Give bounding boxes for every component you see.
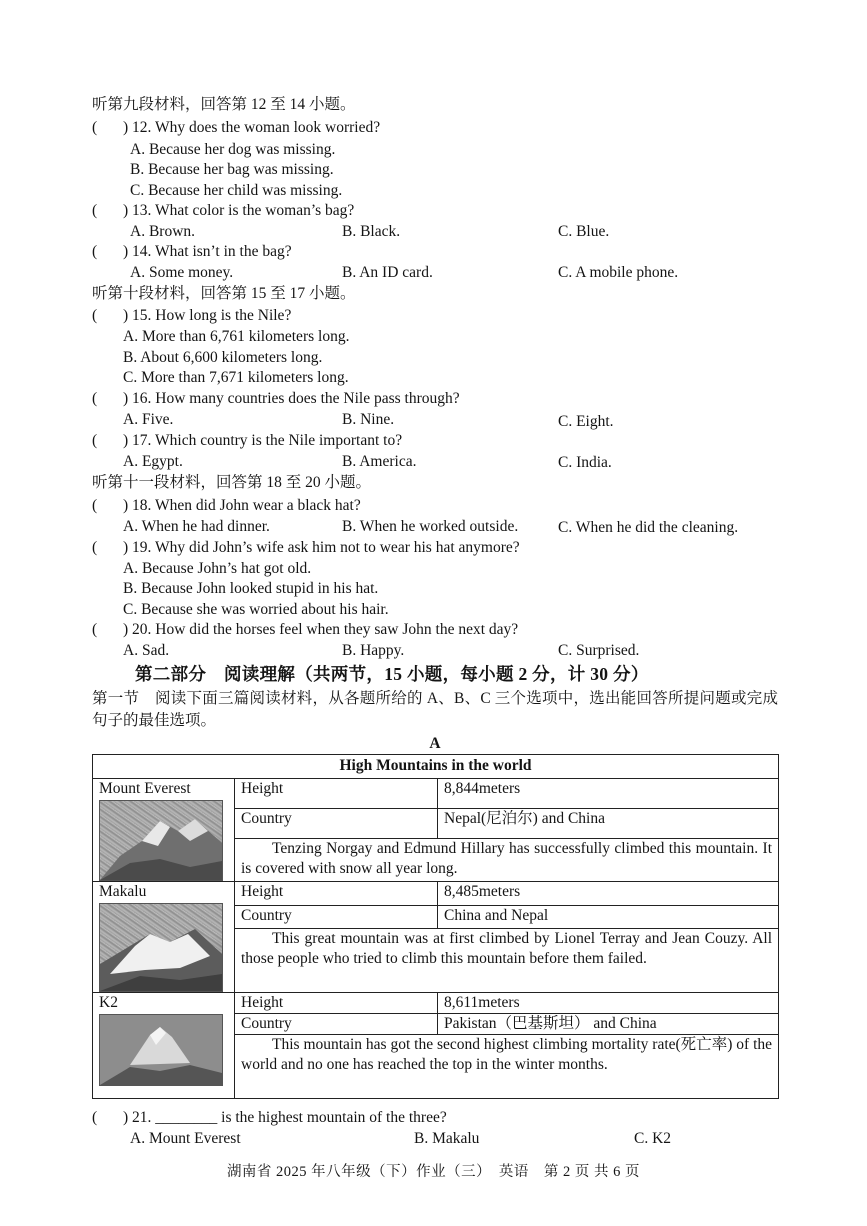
option-20-a: A. Sad.	[123, 642, 170, 659]
answer-paren[interactable]: (	[92, 119, 98, 136]
answer-paren[interactable]: (	[92, 202, 98, 219]
question-stem-15: ) 15. How long is the Nile?	[123, 307, 292, 324]
mountain-description: This mountain has got the second highest climbing mortality rate(死亡率) of the world and no one has reached the top in the winter months.	[235, 1035, 779, 1099]
option-12-b: B. Because her bag was missing.	[130, 161, 334, 178]
country-label: Country	[235, 809, 438, 839]
answer-paren[interactable]: (	[92, 243, 98, 260]
option-18-b: B. When he worked outside.	[342, 518, 519, 535]
answer-paren[interactable]: (	[92, 539, 98, 556]
option-14-c: C. A mobile phone.	[558, 264, 679, 281]
option-13-c: C. Blue.	[558, 223, 610, 240]
question-stem-12: ) 12. Why does the woman look worried?	[123, 119, 381, 136]
option-19-a: A. Because John’s hat got old.	[123, 560, 312, 577]
answer-paren[interactable]: (	[92, 497, 98, 514]
option-17-b: B. America.	[342, 453, 417, 470]
country-value: China and Nepal	[438, 905, 779, 929]
option-20-b: B. Happy.	[342, 642, 405, 659]
option-17-c: C. India.	[558, 454, 612, 471]
option-19-b: B. Because John looked stupid in his hat.	[123, 580, 379, 597]
option-16-b: B. Nine.	[342, 411, 395, 428]
height-label: Height	[235, 882, 438, 906]
option-18-c: C. When he did the cleaning.	[558, 519, 739, 536]
question-stem-17: ) 17. Which country is the Nile important to?	[123, 432, 403, 449]
section-heading-9: 听第九段材料，回答第 12 至 14 小题。	[92, 96, 356, 113]
section-heading-10: 听第十段材料，回答第 15 至 17 小题。	[92, 285, 356, 302]
height-label: Height	[235, 779, 438, 809]
country-value: Pakistan（巴基斯坦） and China	[438, 1014, 779, 1035]
option-15-b: B. About 6,600 kilometers long.	[123, 349, 323, 366]
table-title: High Mountains in the world	[93, 755, 779, 779]
option-18-a: A. When he had dinner.	[123, 518, 270, 535]
answer-paren[interactable]: (	[92, 307, 98, 324]
option-12-c: C. Because her child was missing.	[130, 182, 343, 199]
option-12-a: A. Because her dog was missing.	[130, 141, 336, 158]
section-heading-11: 听第十一段材料，回答第 18 至 20 小题。	[92, 474, 372, 491]
mountain-name: Makalu	[99, 883, 147, 900]
option-16-a: A. Five.	[123, 411, 174, 428]
country-label: Country	[235, 905, 438, 929]
question-stem-21: ) 21. ________ is the highest mountain of the three?	[123, 1109, 447, 1126]
country-label: Country	[235, 1014, 438, 1035]
option-21-a: A. Mount Everest	[130, 1130, 241, 1147]
question-stem-13: ) 13. What color is the woman’s bag?	[123, 202, 355, 219]
part2-title: 第二部分 阅读理解（共两节，15 小题，每小题 2 分，计 30 分）	[135, 664, 649, 684]
mountain-photo-image	[99, 903, 223, 992]
option-15-a: A. More than 6,761 kilometers long.	[123, 328, 350, 345]
mountain-description: Tenzing Norgay and Edmund Hillary has successfully climbed this mountain. It is covered with snow all year long.	[235, 839, 779, 882]
answer-paren[interactable]: (	[92, 432, 98, 449]
height-value: 8,844meters	[438, 779, 779, 809]
option-19-c: C. Because she was worried about his hair.	[123, 601, 389, 618]
question-stem-20: ) 20. How did the horses feel when they saw John the next day?	[123, 621, 519, 638]
option-14-a: A. Some money.	[130, 264, 234, 281]
height-value: 8,485meters	[438, 882, 779, 906]
height-label: Height	[235, 993, 438, 1014]
answer-paren[interactable]: (	[92, 621, 98, 638]
page-footer: 湖南省 2025 年八年级（下）作业（三） 英语 第 2 页 共 6 页	[226, 1164, 641, 1180]
question-stem-14: ) 14. What isn’t in the bag?	[123, 243, 292, 260]
answer-paren[interactable]: (	[92, 390, 98, 407]
mountain-name: K2	[99, 994, 118, 1011]
option-13-a: A. Brown.	[130, 223, 196, 240]
mountains-table	[92, 754, 779, 1099]
question-stem-18: ) 18. When did John wear a black hat?	[123, 497, 361, 514]
height-value: 8,611meters	[438, 993, 779, 1014]
option-15-c: C. More than 7,671 kilometers long.	[123, 369, 349, 386]
table-row	[93, 993, 779, 1014]
option-16-c: C. Eight.	[558, 413, 614, 430]
table-row	[93, 779, 779, 809]
mountain-photo-image	[99, 1014, 223, 1086]
mountain-photo-image	[99, 800, 223, 881]
option-14-b: B. An ID card.	[342, 264, 433, 281]
table-row	[93, 882, 779, 906]
option-17-a: A. Egypt.	[123, 453, 183, 470]
option-20-c: C. Surprised.	[558, 642, 640, 659]
mountain-description: This great mountain was at first climbed by Lionel Terray and Jean Couzy. All those people who tried to climb this mountain before them failed.	[235, 929, 779, 993]
option-21-c: C. K2	[634, 1130, 672, 1147]
option-21-b: B. Makalu	[414, 1130, 480, 1147]
question-stem-16: ) 16. How many countries does the Nile pass through?	[123, 390, 460, 407]
answer-paren[interactable]: (	[92, 1109, 98, 1126]
question-stem-19: ) 19. Why did John’s wife ask him not to wear his hat anymore?	[123, 539, 520, 556]
part2-instruction: 第一节 阅读下面三篇阅读材料，从各题所给的 A、B、C 三个选项中，选出能回答所提问题或完成句子的最佳选项。	[92, 690, 778, 729]
mountain-name: Mount Everest	[99, 780, 191, 797]
passage-label: A	[429, 735, 441, 752]
country-value: Nepal(尼泊尔) and China	[438, 809, 779, 839]
option-13-b: B. Black.	[342, 223, 401, 240]
